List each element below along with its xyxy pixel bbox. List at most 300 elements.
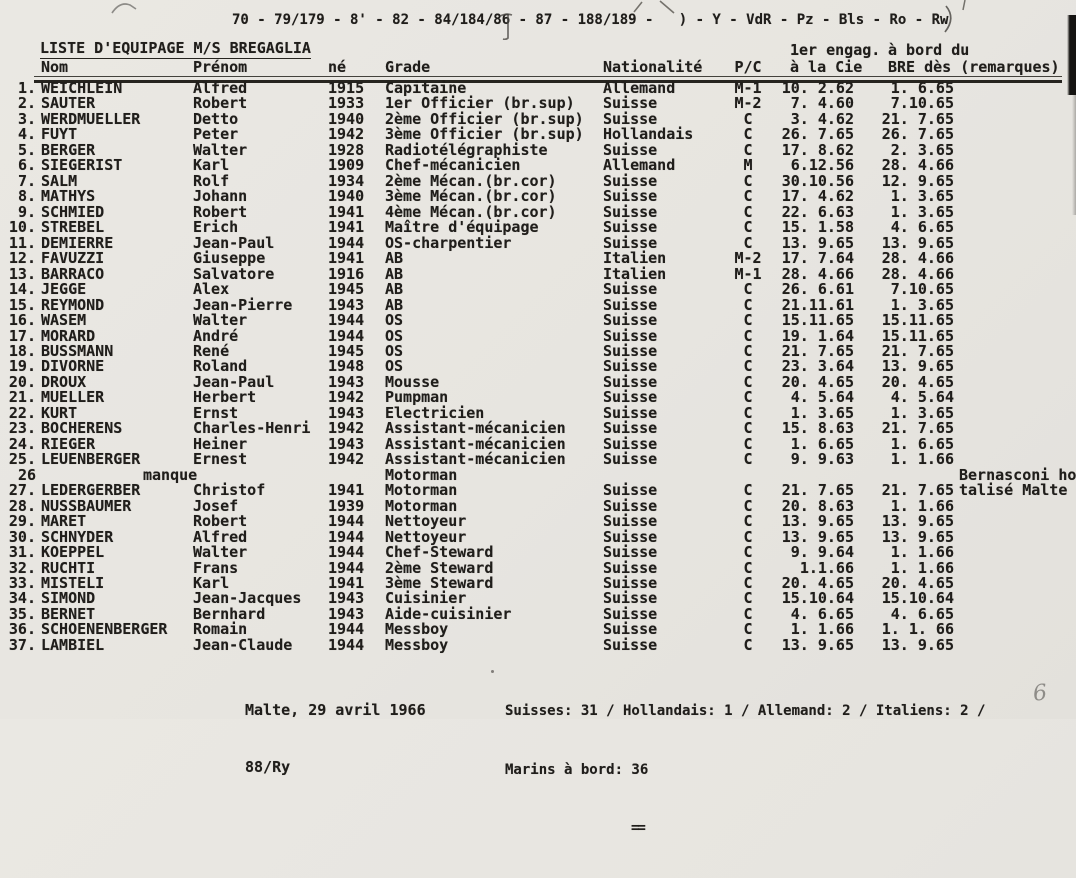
cell-nom: WEICHLEIN <box>41 79 123 97</box>
cell-nom: JEGGE <box>41 280 87 299</box>
cell-number: 21. <box>8 388 36 407</box>
cell-pc: C <box>743 574 753 592</box>
cell-nom: MUELLER <box>41 388 105 407</box>
cell-grade: AB <box>385 295 404 314</box>
cell-remark <box>959 622 1076 637</box>
cell-prenom: Charles-Henri <box>193 419 311 438</box>
cell-engag-date: 15.10.64 <box>781 589 854 608</box>
file-reference-line: 70 - 79/179 - 8' - 82 - 84/184/86 - 87 - 188/189 - ) - Y - VdR - Pz - Bls - Ro - Rw <box>232 12 949 28</box>
cell-pc: C <box>743 357 753 376</box>
cell-grade: Electricien <box>385 403 485 422</box>
cell-ne: 1942 <box>328 388 365 407</box>
cell-bord-date: 1. 3.65 <box>890 295 954 314</box>
cell-engag-date: 21. 7.65 <box>781 481 854 500</box>
cell-prenom: André <box>193 326 239 345</box>
cell-remark <box>959 220 1076 235</box>
cell-prenom: Robert <box>193 94 248 113</box>
cell-engag-date: 30.10.56 <box>781 171 854 190</box>
cell-nationalite: Suisse <box>603 512 658 531</box>
cell-nom: MATHYS <box>41 187 96 206</box>
cell-pc: C <box>743 341 753 360</box>
cell-ne: 1940 <box>328 109 365 128</box>
cell-engag-date: 17. 7.64 <box>781 249 854 268</box>
total-underline-mark: == <box>631 820 644 836</box>
cell-engag-date: 9. 9.63 <box>790 450 854 469</box>
cell-nom: NUSSBAUMER <box>41 496 132 515</box>
cell-prenom: Alex <box>193 280 230 299</box>
cell-engag-date: 1. 6.65 <box>790 434 854 453</box>
cell-remark <box>959 174 1076 189</box>
cell-remark <box>959 390 1076 405</box>
cell-nationalite: Suisse <box>603 109 658 128</box>
cell-prenom: Herbert <box>193 388 257 407</box>
cell-ne: 1909 <box>328 156 365 175</box>
cell-prenom: Alfred <box>193 527 248 546</box>
cell-nationalite: Suisse <box>603 403 658 422</box>
cell-ne: 1945 <box>328 280 365 299</box>
cell-engag-date: 9. 9.64 <box>790 543 854 562</box>
pencil-checkmark <box>110 0 146 16</box>
stray-ink-dot <box>491 670 494 673</box>
cell-pc: C <box>743 388 753 407</box>
cell-nom: MARET <box>41 512 87 531</box>
cell-remark <box>959 607 1076 622</box>
cell-number: 37. <box>8 635 36 654</box>
cell-prenom: Erich <box>193 218 239 237</box>
cell-remark <box>959 530 1076 545</box>
cell-engag-date: 20. 8.63 <box>781 496 854 515</box>
scan-edge-shadow <box>1067 15 1076 95</box>
cell-grade: Maître d'équipage <box>385 218 539 237</box>
cell-engag-date: 26. 6.61 <box>781 280 854 299</box>
cell-nom: SAUTER <box>41 94 96 113</box>
cell-remark <box>959 205 1076 220</box>
cell-ne: 1944 <box>328 311 365 330</box>
cell-nom: SIMOND <box>41 589 96 608</box>
cell-ne: 1941 <box>328 481 365 500</box>
cell-ne: 1942 <box>328 450 365 469</box>
cell-bord-date: 13. 9.65 <box>881 357 954 376</box>
cell-remark <box>959 561 1076 576</box>
cell-nationalite: Allemand <box>603 79 676 97</box>
cell-number: 7. <box>17 171 36 190</box>
cell-grade: OS <box>385 357 404 376</box>
cell-grade: AB <box>385 249 404 268</box>
cell-pc: C <box>743 311 753 330</box>
cell-nom: SCHNYDER <box>41 527 114 546</box>
cell-bord-date: 1. 3.65 <box>890 403 954 422</box>
cell-pc: C <box>743 589 753 608</box>
cell-remark <box>959 298 1076 313</box>
column-header-spacer <box>0 58 36 76</box>
cell-engag-date: 13. 9.65 <box>781 527 854 546</box>
cell-nationalite: Suisse <box>603 140 658 159</box>
cell-number: 2. <box>17 94 36 113</box>
cell-bord-date: 13. 9.65 <box>881 233 954 252</box>
cell-engag-date: 21.11.61 <box>781 295 854 314</box>
cell-pc: C <box>743 140 753 159</box>
cell-remark <box>959 406 1076 421</box>
cell-nationalite: Suisse <box>603 574 658 592</box>
cell-grade: Messboy <box>385 635 449 654</box>
cell-bord-date: 13. 9.65 <box>881 635 954 654</box>
cell-number: 9. <box>17 202 36 221</box>
cell-prenom: Peter <box>193 125 239 144</box>
cell-number: 6. <box>17 156 36 175</box>
column-header-pc: P/C <box>734 58 762 76</box>
cell-engag-date: 26. 7.65 <box>781 125 854 144</box>
column-header-prenom: Prénom <box>193 58 248 76</box>
cell-number: 25. <box>8 450 36 469</box>
cell-nationalite: Suisse <box>603 341 658 360</box>
cell-grade: 1er Officier (br.sup) <box>385 94 575 113</box>
cell-bord-date: 4. 6.65 <box>890 218 954 237</box>
cell-grade: OS <box>385 326 404 345</box>
cell-pc: C <box>743 450 753 469</box>
cell-engag-date: 13. 9.65 <box>781 233 854 252</box>
cell-ne: 1944 <box>328 527 365 546</box>
cell-grade: Aide-cuisinier <box>385 604 512 623</box>
cell-pc: C <box>743 202 753 221</box>
cell-pc: C <box>743 543 753 562</box>
cell-ne: 1944 <box>328 326 365 345</box>
cell-pc: C <box>743 125 753 144</box>
cell-engag-date: 6.12.56 <box>790 156 854 175</box>
cell-grade: Motorman <box>385 465 458 484</box>
cell-engag-date: 20. 4.65 <box>781 574 854 592</box>
cell-remark <box>959 236 1076 251</box>
cell-ne: 1939 <box>328 496 365 515</box>
cell-nom: KURT <box>41 403 78 422</box>
cell-nom: REYMOND <box>41 295 105 314</box>
cell-number: 22. <box>8 403 36 422</box>
cell-engag-date: 13. 9.65 <box>781 635 854 654</box>
cell-pc: C <box>743 187 753 206</box>
cell-bord-date: 2. 3.65 <box>890 140 954 159</box>
cell-nom: BERNET <box>41 604 96 623</box>
cell-bord-date: 21. 7.65 <box>881 481 954 500</box>
cell-pc: M <box>743 156 753 175</box>
cell-grade: AB <box>385 280 404 299</box>
nationality-summary: Suisses: 31 / Hollandais: 1 / Allemand: 2 / Italiens: 2 / <box>505 703 986 719</box>
cell-remark <box>959 81 1076 96</box>
cell-number: 26 <box>17 465 36 484</box>
cell-nationalite: Suisse <box>603 419 658 438</box>
cell-pc: M-2 <box>734 249 762 268</box>
cell-prenom: Romain <box>193 620 248 639</box>
cell-grade: OS-charpentier <box>385 233 512 252</box>
cell-nom: BUSSMANN <box>41 341 114 360</box>
cell-engag-date: 15. 8.63 <box>781 419 854 438</box>
cell-bord-date: 28. 4.66 <box>881 156 954 175</box>
cell-grade: Assistant-mécanicien <box>385 434 566 453</box>
cell-engag-date: 28. 4.66 <box>781 264 854 283</box>
cell-ne: 1942 <box>328 125 365 144</box>
cell-grade: Cuisinier <box>385 589 467 608</box>
cell-pc: C <box>743 372 753 391</box>
cell-number: 30. <box>8 527 36 546</box>
column-header-engag: à la Cie <box>790 58 863 76</box>
cell-nom: DEMIERRE <box>41 233 114 252</box>
column-header-nationalite: Nationalité <box>603 58 703 76</box>
cell-ne: 1942 <box>328 419 365 438</box>
cell-number: 31. <box>8 543 36 562</box>
cell-number: 27. <box>8 481 36 500</box>
cell-grade: Assistant-mécanicien <box>385 450 566 469</box>
cell-grade: 4ème Mécan.(br.cor) <box>385 202 557 221</box>
cell-grade: 2ème Mécan.(br.cor) <box>385 171 557 190</box>
cell-ne: 1943 <box>328 372 365 391</box>
cell-remark <box>959 359 1076 374</box>
cell-remark <box>959 329 1076 344</box>
cell-prenom: Jean-Paul <box>193 233 275 252</box>
cell-remark <box>959 112 1076 127</box>
cell-remark: talisé Malte <box>959 481 1068 500</box>
cell-prenom: Salvatore <box>193 264 275 283</box>
cell-ne: 1941 <box>328 249 365 268</box>
cell-ne: 1944 <box>328 512 365 531</box>
cell-grade: Mousse <box>385 372 440 391</box>
cell-remark <box>959 127 1076 142</box>
cell-nationalite: Suisse <box>603 620 658 639</box>
cell-nationalite: Suisse <box>603 496 658 515</box>
cell-number: 34. <box>8 589 36 608</box>
cell-nationalite: Suisse <box>603 202 658 221</box>
cell-ne: 1928 <box>328 140 365 159</box>
cell-number: 18. <box>8 341 36 360</box>
scan-edge-shadow-soft <box>1072 95 1076 215</box>
cell-pc: C <box>743 419 753 438</box>
cell-ne: 1941 <box>328 202 365 221</box>
cell-pc: M-2 <box>734 94 762 113</box>
header-rule-thin <box>34 76 1062 77</box>
cell-engag-date: 4. 5.64 <box>790 388 854 407</box>
cell-prenom: Jean-Jacques <box>193 589 302 608</box>
cell-nationalite: Allemand <box>603 156 676 175</box>
cell-prenom: Christof <box>193 481 266 500</box>
cell-grade: AB <box>385 264 404 283</box>
cell-prenom: Walter <box>193 140 248 159</box>
cell-prenom: Ernest <box>193 450 248 469</box>
cell-grade: 3ème Steward <box>385 574 494 592</box>
cell-remark <box>959 499 1076 514</box>
table-header-row <box>0 58 1076 76</box>
cell-nom: RUCHTI <box>41 558 96 577</box>
cell-grade: 3ème Officier (br.sup) <box>385 125 584 144</box>
cell-bord-date: 1. 1.66 <box>890 543 954 562</box>
cell-remark <box>959 421 1076 436</box>
cell-engag-date: 3. 4.62 <box>790 109 854 128</box>
cell-number: 35. <box>8 604 36 623</box>
cell-grade: Nettoyeur <box>385 527 467 546</box>
cell-engag-date: 1. 3.65 <box>790 403 854 422</box>
cell-pc: M-1 <box>734 79 762 97</box>
column-header-ne: né <box>328 58 347 76</box>
cell-grade: Radiotélégraphiste <box>385 140 548 159</box>
cell-bord-date: 28. 4.66 <box>881 264 954 283</box>
cell-bord-date: 1. 1.66 <box>890 450 954 469</box>
cell-remark <box>959 143 1076 158</box>
cell-prenom: Karl <box>193 156 230 175</box>
cell-ne: 1943 <box>328 295 365 314</box>
cell-bord-date: 13. 9.65 <box>881 512 954 531</box>
cell-remark <box>959 344 1076 359</box>
cell-bord-date: 1. 3.65 <box>890 187 954 206</box>
cell-number: 29. <box>8 512 36 531</box>
cell-ne: 1915 <box>328 79 365 97</box>
cell-remark <box>959 96 1076 111</box>
cell-ne: 1916 <box>328 264 365 283</box>
column-header-grade: Grade <box>385 58 431 76</box>
cell-bord-date: 1. 1. 66 <box>881 620 954 639</box>
cell-pc: C <box>743 403 753 422</box>
cell-nom: BARRACO <box>41 264 105 283</box>
cell-number: 36. <box>8 620 36 639</box>
cell-prenom: Walter <box>193 543 248 562</box>
cell-engag-date: 17. 4.62 <box>781 187 854 206</box>
cell-remark <box>959 375 1076 390</box>
cell-grade: 2ème Steward <box>385 558 494 577</box>
cell-grade: Motorman <box>385 496 458 515</box>
cell-nationalite: Suisse <box>603 187 658 206</box>
cell-pc: C <box>743 295 753 314</box>
cell-ne: 1933 <box>328 94 365 113</box>
cell-number: 3. <box>17 109 36 128</box>
cell-engag-date: 21. 7.65 <box>781 341 854 360</box>
cell-bord-date: 12. 9.65 <box>881 171 954 190</box>
cell-bord-date: 7.10.65 <box>890 94 954 113</box>
cell-bord-date: 15.10.64 <box>881 589 954 608</box>
cell-bord-date: 15.11.65 <box>881 311 954 330</box>
cell-prenom: Walter <box>193 311 248 330</box>
cell-engag-date: 1.1.66 <box>799 558 854 577</box>
cell-nationalite: Suisse <box>603 372 658 391</box>
cell-grade: OS <box>385 341 404 360</box>
column-header-engag-top: 1er engag. <box>790 41 881 59</box>
cell-ne: 1944 <box>328 233 365 252</box>
cell-bord-date: 13. 9.65 <box>881 527 954 546</box>
cell-number: 24. <box>8 434 36 453</box>
cell-nom: RIEGER <box>41 434 96 453</box>
cell-remark: Bernasconi ho <box>959 465 1076 484</box>
page-title: LISTE D'EQUIPAGE M/S BREGAGLIA <box>40 39 311 57</box>
cell-pc: C <box>743 434 753 453</box>
cell-remark <box>959 576 1076 591</box>
cell-ne: 1944 <box>328 620 365 639</box>
cell-pc: C <box>743 558 753 577</box>
cell-prenom: Detto <box>193 109 239 128</box>
cell-nationalite: Suisse <box>603 388 658 407</box>
cell-number: 15. <box>8 295 36 314</box>
cell-bord-date: 7.10.65 <box>890 280 954 299</box>
cell-ne: 1944 <box>328 558 365 577</box>
crew-total: Marins à bord: 36 <box>505 761 649 778</box>
cell-number: 20. <box>8 372 36 391</box>
reference-code: 88/Ry <box>245 758 291 776</box>
cell-pc: C <box>743 171 753 190</box>
cell-pc: C <box>743 527 753 546</box>
cell-engag-date: 17. 8.62 <box>781 140 854 159</box>
cell-bord-date: 20. 4.65 <box>881 574 954 592</box>
cell-ne: 1941 <box>328 218 365 237</box>
cell-ne: 1943 <box>328 403 365 422</box>
cell-bord-date: 1. 3.65 <box>890 202 954 221</box>
cell-bord-date: 4. 6.65 <box>890 604 954 623</box>
cell-nationalite: Suisse <box>603 326 658 345</box>
cell-number: 14. <box>8 280 36 299</box>
cell-number: 17. <box>8 326 36 345</box>
cell-pc: C <box>743 326 753 345</box>
cell-engag-date: 15.11.65 <box>781 311 854 330</box>
cell-engag-date: 4. 6.65 <box>790 604 854 623</box>
cell-prenom: Bernhard <box>193 604 266 623</box>
cell-pc: C <box>743 512 753 531</box>
cell-remark <box>959 437 1076 452</box>
cell-nationalite: Suisse <box>603 527 658 546</box>
cell-ne: 1941 <box>328 574 365 592</box>
cell-remark <box>959 158 1076 173</box>
cell-remark <box>959 251 1076 266</box>
cell-prenom: Robert <box>193 202 248 221</box>
cell-number: 33. <box>8 574 36 592</box>
cell-nom: DROUX <box>41 372 87 391</box>
cell-ne: 1934 <box>328 171 365 190</box>
cell-pc: C <box>743 635 753 654</box>
cell-engag-date: 22. 6.63 <box>781 202 854 221</box>
cell-nationalite: Suisse <box>603 233 658 252</box>
cell-nationalite: Suisse <box>603 481 658 500</box>
cell-remark <box>959 189 1076 204</box>
cell-prenom: Heiner <box>193 434 248 453</box>
cell-prenom: Alfred <box>193 79 248 97</box>
cell-nom: WERDMUELLER <box>41 109 141 128</box>
cell-grade: Assistant-mécanicien <box>385 419 566 438</box>
column-header-bord-top: à bord du <box>888 41 970 59</box>
cell-nom: FAVUZZI <box>41 249 105 268</box>
cell-ne: 1943 <box>328 604 365 623</box>
cell-nationalite: Suisse <box>603 295 658 314</box>
cell-bord-date: 21. 7.65 <box>881 109 954 128</box>
cell-engag-date: 13. 9.65 <box>781 512 854 531</box>
cell-remark <box>959 313 1076 328</box>
cell-nationalite: Italien <box>603 249 667 268</box>
cell-nom: STREBEL <box>41 218 105 237</box>
cell-nom: LEUENBERGER <box>41 450 141 469</box>
cell-nom: BOCHERENS <box>41 419 123 438</box>
cell-remark <box>959 545 1076 560</box>
cell-prenom: Josef <box>193 496 239 515</box>
cell-remark <box>959 267 1076 282</box>
cell-nationalite: Suisse <box>603 434 658 453</box>
cell-nationalite: Suisse <box>603 94 658 113</box>
cell-prenom: Ernst <box>193 403 239 422</box>
cell-grade: 3ème Mécan.(br.cor) <box>385 187 557 206</box>
cell-engag-date: 19. 1.64 <box>781 326 854 345</box>
footer-summary-block <box>505 663 985 878</box>
cell-bord-date: 21. 7.65 <box>881 419 954 438</box>
cell-pc: M-1 <box>734 264 762 283</box>
cell-prenom: Frans <box>193 558 239 577</box>
cell-number: 4. <box>17 125 36 144</box>
cell-bord-date: 26. 7.65 <box>881 125 954 144</box>
handwritten-page-number: 6 <box>1031 680 1049 707</box>
cell-number: 12. <box>8 249 36 268</box>
cell-pc: C <box>743 233 753 252</box>
cell-number: 23. <box>8 419 36 438</box>
cell-nom: MISTELI <box>41 574 105 592</box>
cell-nationalite: Suisse <box>603 171 658 190</box>
cell-number: 1. <box>17 79 36 97</box>
